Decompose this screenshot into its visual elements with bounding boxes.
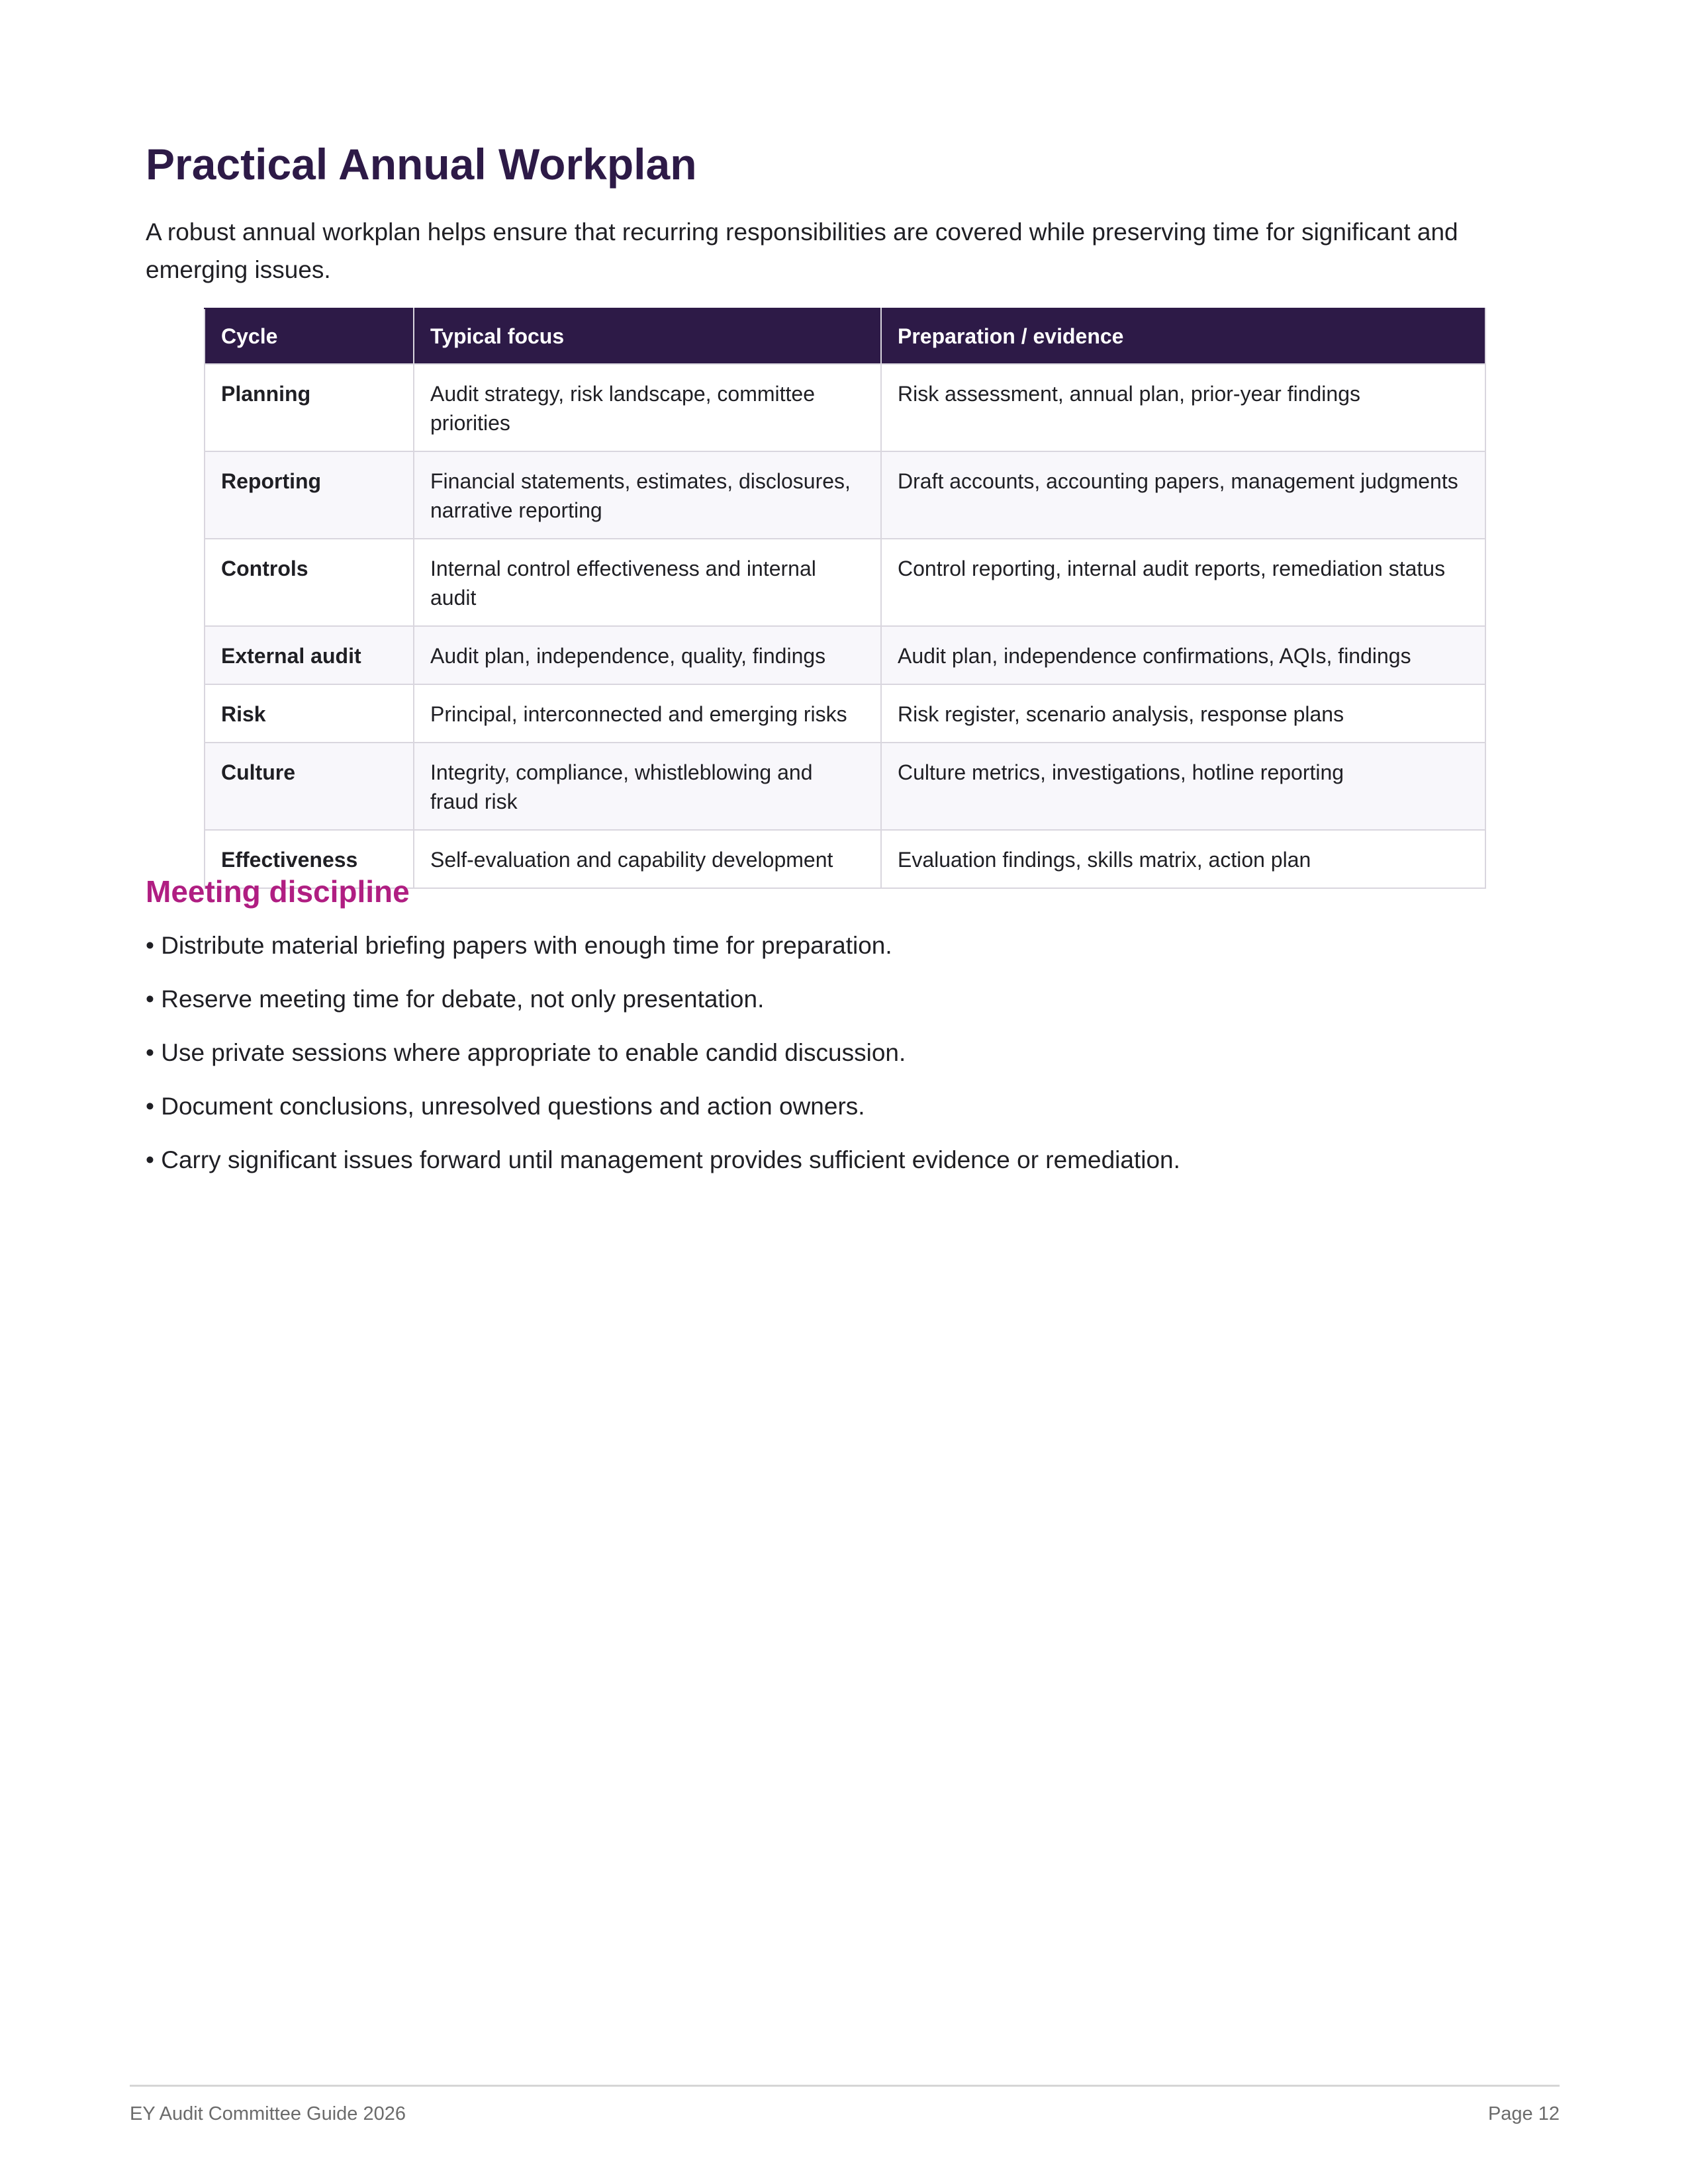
table-row	[205, 451, 1485, 539]
focus-cell: Audit strategy, risk landscape, committee priorities	[414, 364, 881, 451]
cycle-cell: Planning	[205, 364, 414, 451]
cycle-cell: Reporting	[205, 451, 414, 539]
table-row	[205, 626, 1485, 684]
focus-cell: Audit plan, independence, quality, findings	[414, 626, 881, 684]
table-row	[205, 743, 1485, 830]
cycle-cell: Culture	[205, 743, 414, 830]
evidence-cell: Control reporting, internal audit reports, remediation status	[881, 539, 1485, 626]
footer-page-number: Page 12	[1487, 2103, 1560, 2124]
column-header-typical-focus: Typical focus	[414, 308, 881, 364]
evidence-cell: Evaluation findings, skills matrix, action plan	[881, 830, 1485, 888]
focus-cell: Integrity, compliance, whistleblowing and fraud risk	[414, 743, 881, 830]
evidence-cell: Risk assessment, annual plan, prior-year findings	[881, 364, 1485, 451]
table-row	[205, 684, 1485, 743]
evidence-cell: Culture metrics, investigations, hotline reporting	[881, 743, 1485, 830]
meeting-discipline-list	[146, 927, 1536, 1195]
cycle-cell: Risk	[205, 684, 414, 743]
footer-divider	[130, 2085, 1560, 2087]
evidence-cell: Draft accounts, accounting papers, management judgments	[881, 451, 1485, 539]
cycle-cell: External audit	[205, 626, 414, 684]
table-row	[205, 539, 1485, 626]
footer-document-title: EY Audit Committee Guide 2026	[130, 2103, 406, 2124]
list-item: • Reserve meeting time for debate, not only presentation.	[146, 985, 765, 1013]
section-heading-meeting-discipline: Meeting discipline	[146, 874, 410, 909]
evidence-cell: Risk register, scenario analysis, response plans	[881, 684, 1485, 743]
focus-cell: Financial statements, estimates, disclosures, narrative reporting	[414, 451, 881, 539]
list-item: • Use private sessions where appropriate to enable candid discussion.	[146, 1039, 906, 1066]
cycle-cell: Effectiveness	[205, 830, 414, 888]
table-header-row	[205, 308, 1485, 364]
list-item: • Carry significant issues forward until management provides sufficient evidence or remediation.	[146, 1146, 1180, 1173]
focus-cell: Internal control effectiveness and internal audit	[414, 539, 881, 626]
page-title: Practical Annual Workplan	[146, 140, 697, 189]
evidence-cell: Audit plan, independence confirmations, AQIs, findings	[881, 626, 1485, 684]
list-item: • Document conclusions, unresolved questions and action owners.	[146, 1093, 865, 1120]
column-header-cycle: Cycle	[205, 308, 414, 364]
table-row	[205, 364, 1485, 451]
focus-cell: Principal, interconnected and emerging risks	[414, 684, 881, 743]
intro-paragraph: A robust annual workplan helps ensure that recurring responsibilities are covered while preserving time for significant and emerging issues.	[146, 218, 1458, 283]
workplan-table	[204, 308, 1486, 889]
focus-cell: Self-evaluation and capability development	[414, 830, 881, 888]
list-item: • Distribute material briefing papers with enough time for preparation.	[146, 932, 892, 959]
column-header-preparation-evidence: Preparation / evidence	[881, 308, 1485, 364]
cycle-cell: Controls	[205, 539, 414, 626]
